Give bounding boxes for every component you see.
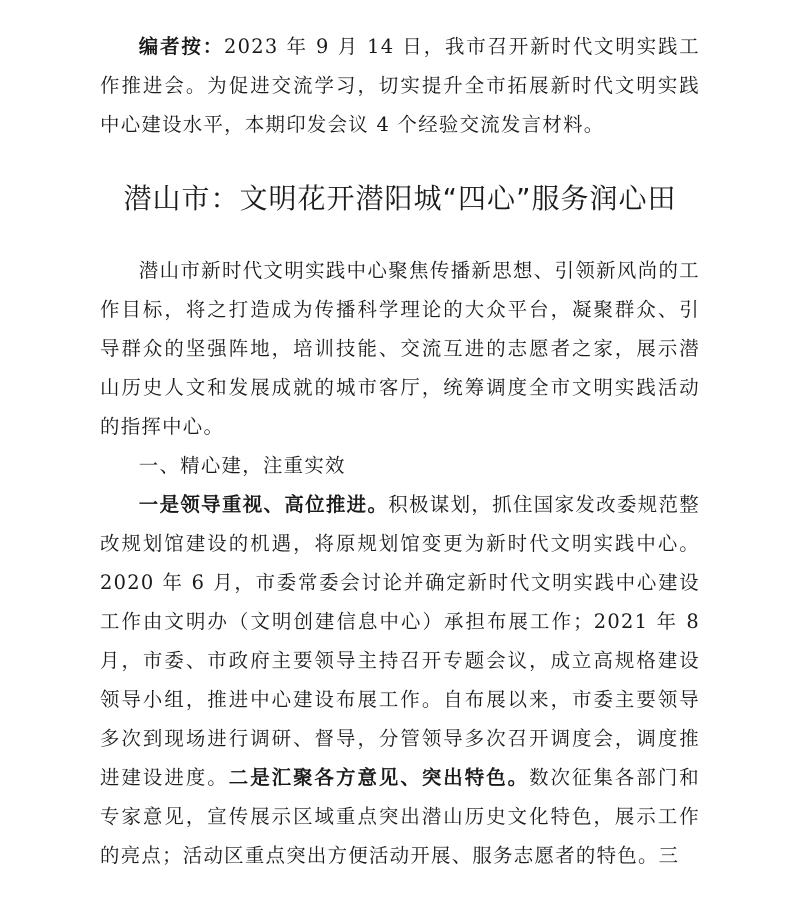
document-page bbox=[100, 0, 700, 875]
section-heading-1: 一、精心建，注重实效 bbox=[138, 454, 346, 477]
intro-paragraph: 潜山市新时代文明实践中心聚焦传播新思想、引领新风尚的工作目标，将之打造成为传播科学理论的大众平台，凝聚群众、引导群众的坚强阵地，培训技能、交流互进的志愿者之家，展示潜山历史人文和发展成就的城市客厅，统筹调度全市文明实践活动的指挥中心。 bbox=[100, 259, 700, 438]
editor-note bbox=[100, 0, 700, 144]
editor-note-label: 编者按： bbox=[138, 35, 224, 58]
point-1-text: 积极谋划，抓住国家发改委规范整改规划馆建设的机遇，将原规划馆变更为新时代文明实践中心。2020 年 6 月，市委常委会讨论并确定新时代文明实践中心建设工作由文明办（文明创建信息中心）承担布展工作；2021 年 8 月，市委、市政府主要领导主持召开专题会议，成立高规格建设领导小组，推进中心建设布展工作。自布展以来，市委主要领导多次到现场进行调研、督导，分管领导多次召开调度会，调度推进建设进度。 bbox=[100, 493, 700, 789]
body-paragraph-1 bbox=[100, 485, 700, 875]
editor-note-text: 2023 年 9 月 14 日，我市召开新时代文明实践工作推进会。为促进交流学习，切实提升全市拓展新时代文明实践中心建设水平，本期印发会议 4 个经验交流发言材料。 bbox=[100, 35, 701, 136]
point-2-title: 二是汇聚各方意见、突出特色。 bbox=[228, 766, 530, 789]
point-1-title: 一是领导重视、高位推进。 bbox=[138, 493, 389, 516]
point-2-text: 数次征集各部门和专家意见，宣传展示区域重点突出潜山历史文化特色，展示工作的亮点；活动区重点突出方便活动开展、服务志愿者的特色。三 bbox=[100, 766, 700, 867]
article-title: 潜山市：文明花开潜阳城“四心”服务润心田 bbox=[123, 182, 677, 215]
